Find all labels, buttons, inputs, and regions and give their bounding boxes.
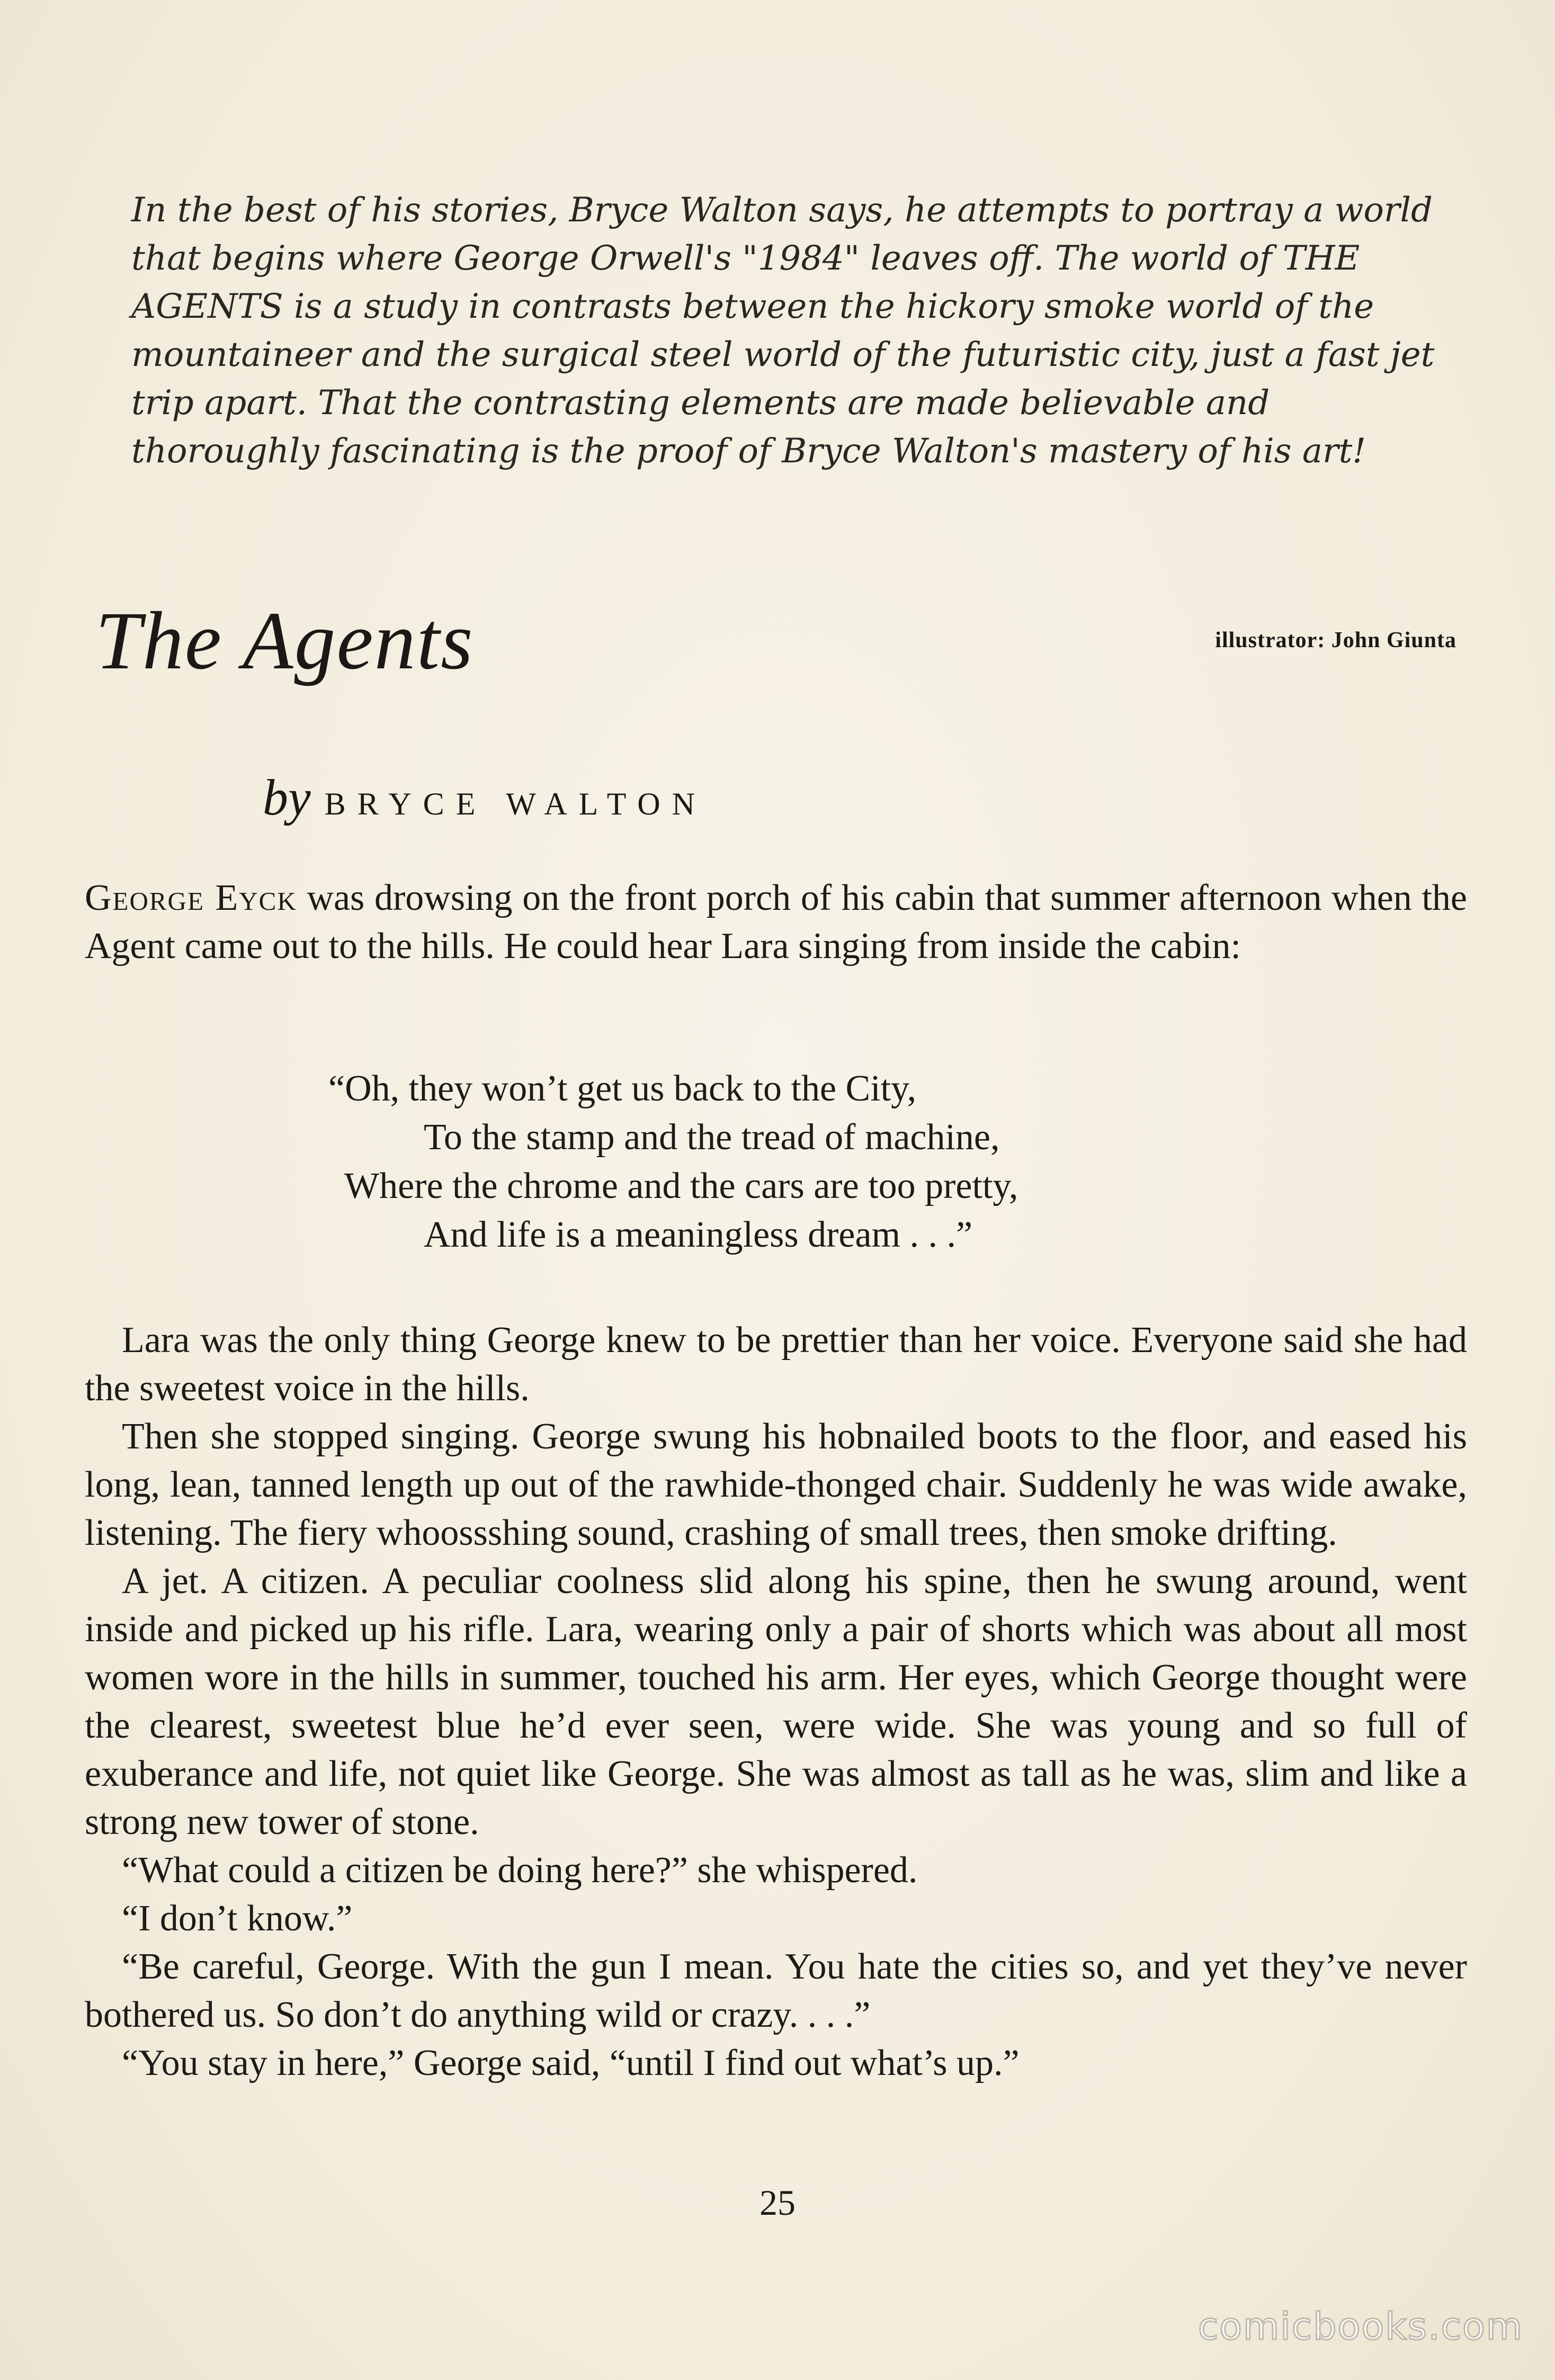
opening-paragraph-text: was drowsing on the front porch of his cabin that summer afternoon when the Agent came out to the hills. He could hear Lara singing from inside the cabin: <box>85 878 1467 967</box>
byline-author: BRYCE WALTON <box>324 786 707 821</box>
story-body <box>85 1316 1467 2087</box>
illustrator-credit: illustrator: John Giunta <box>1215 628 1456 652</box>
body-paragraph: “What could a citizen be doing here?” she whispered. <box>122 1850 918 1891</box>
story-title: The Agents <box>95 595 474 686</box>
page-number: 25 <box>759 2182 796 2223</box>
verse-line: “Oh, they won’t get us back to the City, <box>328 1068 917 1109</box>
body-paragraph: Lara was the only thing George knew to be prettier than her voice. Everyone said she had the sweetest voice in the hills. <box>85 1320 1467 1409</box>
song-verse <box>328 1064 1018 1259</box>
verse-line: Where the chrome and the cars are too pretty, <box>344 1166 1018 1206</box>
watermark-logo: comicbooks.com <box>1197 2305 1523 2348</box>
verse-line: To the stamp and the tread of machine, <box>424 1117 1000 1158</box>
lead-name: George Eyck <box>85 878 297 918</box>
story-introduction <box>131 186 1452 476</box>
opening-paragraph <box>85 874 1467 970</box>
body-paragraph: A jet. A citizen. A peculiar coolness slid along his spine, then he swung around, went inside and picked up his rifle. Lara, wearing only a pair of shorts which was about all most women wore in the hills in summer, touched his arm. Her eyes, which George thought were the clearest, sweetest blue he’d ever seen, were wide. She was young and so full of exuberance and life, not quiet like George. She was almost as tall as he was, slim and like a strong new tower of stone. <box>85 1561 1467 1842</box>
byline-by: by <box>263 769 311 826</box>
body-paragraph: “You stay in here,” George said, “until I find out what’s up.” <box>122 2043 1020 2083</box>
body-paragraph: “I don’t know.” <box>122 1898 353 1939</box>
intro-text: In the best of his stories, Bryce Walton says, he attempts to portray a world that begins where George Orwell's "1984" leaves off. The world of THE AGENTS is a study in contrasts between the hickory smoke world of the mountaineer and the surgical steel world of the futuristic city, just a fast jet trip apart. That the contrasting elements are made believable and thoroughly fascinating is the proof of Bryce Walton's mastery of his art! <box>131 191 1435 471</box>
body-paragraph: “Be careful, George. With the gun I mean. You hate the cities so, and yet they’ve never bothered us. So don’t do anything wild or crazy. . . .” <box>85 1946 1467 2035</box>
body-paragraph: Then she stopped singing. George swung his hobnailed boots to the floor, and eased his long, lean, tanned length up out of the rawhide-thonged chair. Suddenly he was wide awake, listening. The fiery whoossshing sound, crashing of small trees, then smoke drifting. <box>85 1416 1467 1553</box>
verse-line: And life is a meaningless dream . . .” <box>424 1214 973 1255</box>
byline <box>263 768 707 827</box>
